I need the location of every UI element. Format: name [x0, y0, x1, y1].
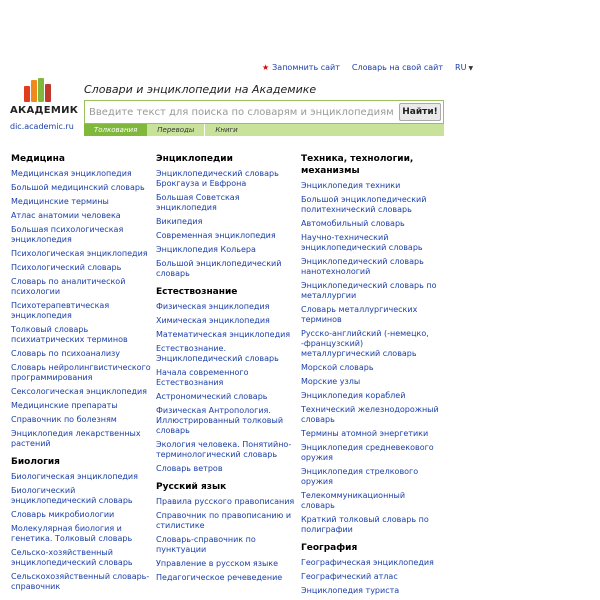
category-heading: Медицина [11, 154, 65, 164]
logo-text: АКАДЕМИК [10, 105, 79, 116]
list-item [11, 169, 151, 179]
list-item [11, 197, 151, 207]
dictionary-link[interactable]: Большой медицинский словарь [11, 183, 145, 192]
category-heading: География [301, 543, 358, 553]
dictionary-link[interactable]: Телекоммуникационный словарь [301, 491, 406, 510]
star-icon: ★ [262, 63, 270, 72]
list-item [11, 548, 151, 568]
dictionary-link[interactable]: Википедия [156, 217, 203, 226]
list-item [156, 316, 296, 326]
dictionary-link[interactable]: Психологический словарь [11, 263, 122, 272]
dictionary-link[interactable]: Энциклопедия кораблей [301, 391, 406, 400]
category-heading: Биология [11, 457, 60, 467]
list-item [156, 464, 296, 474]
dictionary-list [156, 302, 296, 474]
list-item [11, 263, 151, 273]
dictionary-link[interactable]: Математическая энциклопедия [156, 330, 291, 339]
list-item [156, 344, 296, 364]
dictionary-link[interactable]: Словарь по аналитической психологии [11, 277, 126, 296]
dictionary-link[interactable]: Морской словарь [301, 363, 374, 372]
list-item [156, 231, 296, 241]
dictionary-link[interactable]: Астрономический словарь [156, 392, 268, 401]
dictionary-link[interactable]: Энциклопедический словарь Брокгауза и Евфрона [156, 169, 279, 188]
dictionary-link[interactable]: Сексологическая энциклопедия [11, 387, 147, 396]
dictionary-link[interactable]: Начала современного Естествознания [156, 368, 249, 387]
tab-books[interactable]: Книги [204, 124, 247, 136]
list-item [11, 472, 151, 482]
dictionary-link[interactable]: Психологическая энциклопедия [11, 249, 148, 258]
dictionary-link[interactable]: Автомобильный словарь [301, 219, 405, 228]
list-item [301, 515, 441, 535]
dictionary-link[interactable]: Современная энциклопедия [156, 231, 276, 240]
list-item [301, 181, 441, 191]
list-item [11, 325, 151, 345]
list-item [301, 391, 441, 401]
dictionary-list [11, 169, 151, 449]
category-heading: Техника, технологии, механизмы [301, 154, 414, 176]
logo[interactable] [10, 78, 79, 131]
books-icon [22, 78, 58, 102]
search-tabs [84, 124, 444, 136]
dictionary-link[interactable]: Психотерапевтическая энциклопедия [11, 301, 110, 320]
dictionary-link[interactable]: Справочник по правописанию и стилистике [156, 511, 292, 530]
category-column-3 [301, 153, 441, 600]
search-button[interactable]: Найти! [399, 103, 441, 121]
dictionary-link[interactable]: Технический железнодорожный словарь [301, 405, 439, 424]
dictionary-link[interactable]: Педагогическое речеведение [156, 573, 283, 582]
dictionary-link[interactable]: Химическая энциклопедия [156, 316, 270, 325]
list-item [156, 330, 296, 340]
dictionary-link[interactable]: Энциклопедия стрелкового оружия [301, 467, 419, 486]
list-item [301, 363, 441, 373]
category-heading: Естествознание [156, 287, 238, 297]
list-item [156, 573, 296, 583]
list-item [156, 302, 296, 312]
tab-translations[interactable]: Переводы [157, 126, 195, 134]
list-item [301, 405, 441, 425]
dictionary-link[interactable]: Медицинские термины [11, 197, 109, 206]
dictionary-link[interactable]: Энциклопедия техники [301, 181, 401, 190]
dictionary-link[interactable]: Толковый словарь психиатрических терминов [11, 325, 128, 344]
list-item [156, 169, 296, 189]
dictionary-link[interactable]: Словарь нейролингвистического программирования [11, 363, 151, 382]
list-item [11, 387, 151, 397]
category-column-1 [11, 153, 151, 599]
dictionary-link[interactable]: Сельскохозяйственный словарь-справочник [11, 572, 150, 591]
dictionary-link[interactable]: Физическая Антропология. Иллюстрированный толковый словарь [156, 406, 284, 435]
dictionary-link[interactable]: Сельско-хозяйственный энциклопедический словарь [11, 548, 133, 567]
dictionary-link[interactable]: Биологическая энциклопедия [11, 472, 138, 481]
dictionary-link[interactable]: Энциклопедия Кольера [156, 245, 256, 254]
list-item [301, 195, 441, 215]
list-item [11, 429, 151, 449]
dictionary-link[interactable]: Большая Советская энциклопедия [156, 193, 240, 212]
list-item [301, 233, 441, 253]
dictionary-link[interactable]: Справочник по болезням [11, 415, 117, 424]
list-item [301, 586, 441, 596]
list-item [156, 392, 296, 402]
list-item [156, 259, 296, 279]
list-item [156, 368, 296, 388]
list-item [156, 245, 296, 255]
dictionary-list [301, 558, 441, 596]
list-item [11, 249, 151, 259]
dictionary-link[interactable]: Энциклопедический словарь по металлургии [301, 281, 437, 300]
list-item [11, 510, 151, 520]
list-item [11, 211, 151, 221]
search-box [84, 100, 444, 124]
list-item [301, 377, 441, 387]
dictionary-link[interactable]: Словарь металлургических терминов [301, 305, 418, 324]
tagline: Словари и энциклопедии на Академике [84, 83, 317, 96]
list-item [156, 406, 296, 436]
list-item [301, 257, 441, 277]
dictionary-link[interactable]: Естествознание. Энциклопедический словарь [156, 344, 279, 363]
list-item [301, 329, 441, 359]
category-heading: Русский язык [156, 482, 227, 492]
tab-definitions[interactable]: Толкования [84, 124, 147, 136]
list-item [156, 559, 296, 569]
dictionary-link[interactable]: Словарь микробиологии [11, 510, 115, 519]
list-item [156, 511, 296, 531]
site-url[interactable]: dic.academic.ru [10, 122, 74, 131]
dictionary-link[interactable]: Биологический энциклопедический словарь [11, 486, 133, 505]
dictionary-link[interactable]: Большой энциклопедический политехнический словарь [301, 195, 427, 214]
dictionary-link[interactable]: Энциклопедия туриста [301, 586, 400, 595]
dictionary-link[interactable]: Географический атлас [301, 572, 398, 581]
dictionary-link[interactable]: Словарь по психоанализу [11, 349, 121, 358]
dictionary-list [156, 497, 296, 583]
add-dictionary-link[interactable]: Словарь на свой сайт [351, 63, 444, 72]
dictionary-link[interactable]: Атлас анатомии человека [11, 211, 121, 220]
dictionary-link[interactable]: Научно-технический энциклопедический словарь [301, 233, 423, 252]
list-item [301, 491, 441, 511]
list-item [156, 217, 296, 227]
list-item [156, 440, 296, 460]
dictionary-link[interactable]: Энциклопедия лекарственных растений [11, 429, 141, 448]
dictionary-link[interactable]: Географическая энциклопедия [301, 558, 434, 567]
dictionary-link[interactable]: Большой энциклопедический словарь [156, 259, 282, 278]
dictionary-link[interactable]: Энциклопедический словарь нанотехнологий [301, 257, 424, 276]
list-item [301, 572, 441, 582]
list-item [11, 401, 151, 411]
dictionary-link[interactable]: Молекулярная биология и генетика. Толковый словарь [11, 524, 133, 543]
search-input[interactable] [89, 104, 399, 120]
list-item [301, 558, 441, 568]
dictionary-link[interactable]: Управление в русском языке [156, 559, 279, 568]
bookmark-link[interactable]: Запомнить сайт [272, 63, 340, 72]
list-item [11, 415, 151, 425]
list-item [11, 349, 151, 359]
dictionary-link[interactable]: Большая психологическая энциклопедия [11, 225, 124, 244]
dictionary-link[interactable]: Медицинские препараты [11, 401, 118, 410]
category-heading: Энциклопедии [156, 154, 233, 164]
list-item [11, 486, 151, 506]
dictionary-link[interactable]: Русско-английский (-немецко, -французский) металлургический словарь [301, 329, 429, 358]
dictionary-link[interactable]: Термины атомной энергетики [301, 429, 429, 438]
list-item [156, 535, 296, 555]
top-links [262, 63, 473, 72]
list-item [11, 225, 151, 245]
list-item [301, 429, 441, 439]
list-item [156, 497, 296, 507]
dictionary-link[interactable]: Экология человека. Понятийно-терминологический словарь [156, 440, 292, 459]
list-item [301, 281, 441, 301]
list-item [11, 301, 151, 321]
list-item [301, 443, 441, 463]
dictionary-link[interactable]: Словарь ветров [156, 464, 223, 473]
dictionary-list [156, 169, 296, 279]
dictionary-link[interactable]: Морские узлы [301, 377, 361, 386]
category-column-2 [156, 153, 296, 590]
dictionary-list [11, 472, 151, 592]
dictionary-link[interactable]: Правила русского правописания [156, 497, 295, 506]
dictionary-list [301, 181, 441, 535]
list-item [156, 193, 296, 213]
dictionary-link[interactable]: Энциклопедия средневекового оружия [301, 443, 434, 462]
list-item [301, 305, 441, 325]
list-item [301, 219, 441, 229]
dictionary-link[interactable]: Краткий толковый словарь по полиграфии [301, 515, 429, 534]
dictionary-link[interactable]: Физическая энциклопедия [156, 302, 270, 311]
list-item [11, 183, 151, 193]
dictionary-link[interactable]: Медицинская энциклопедия [11, 169, 132, 178]
list-item [11, 572, 151, 592]
language-selector[interactable]: RU ▼ [455, 63, 474, 72]
list-item [301, 467, 441, 487]
dictionary-link[interactable]: Словарь-справочник по пунктуации [156, 535, 256, 554]
list-item [11, 524, 151, 544]
caret-down-icon: ▼ [468, 65, 474, 72]
list-item [11, 277, 151, 297]
list-item [11, 363, 151, 383]
